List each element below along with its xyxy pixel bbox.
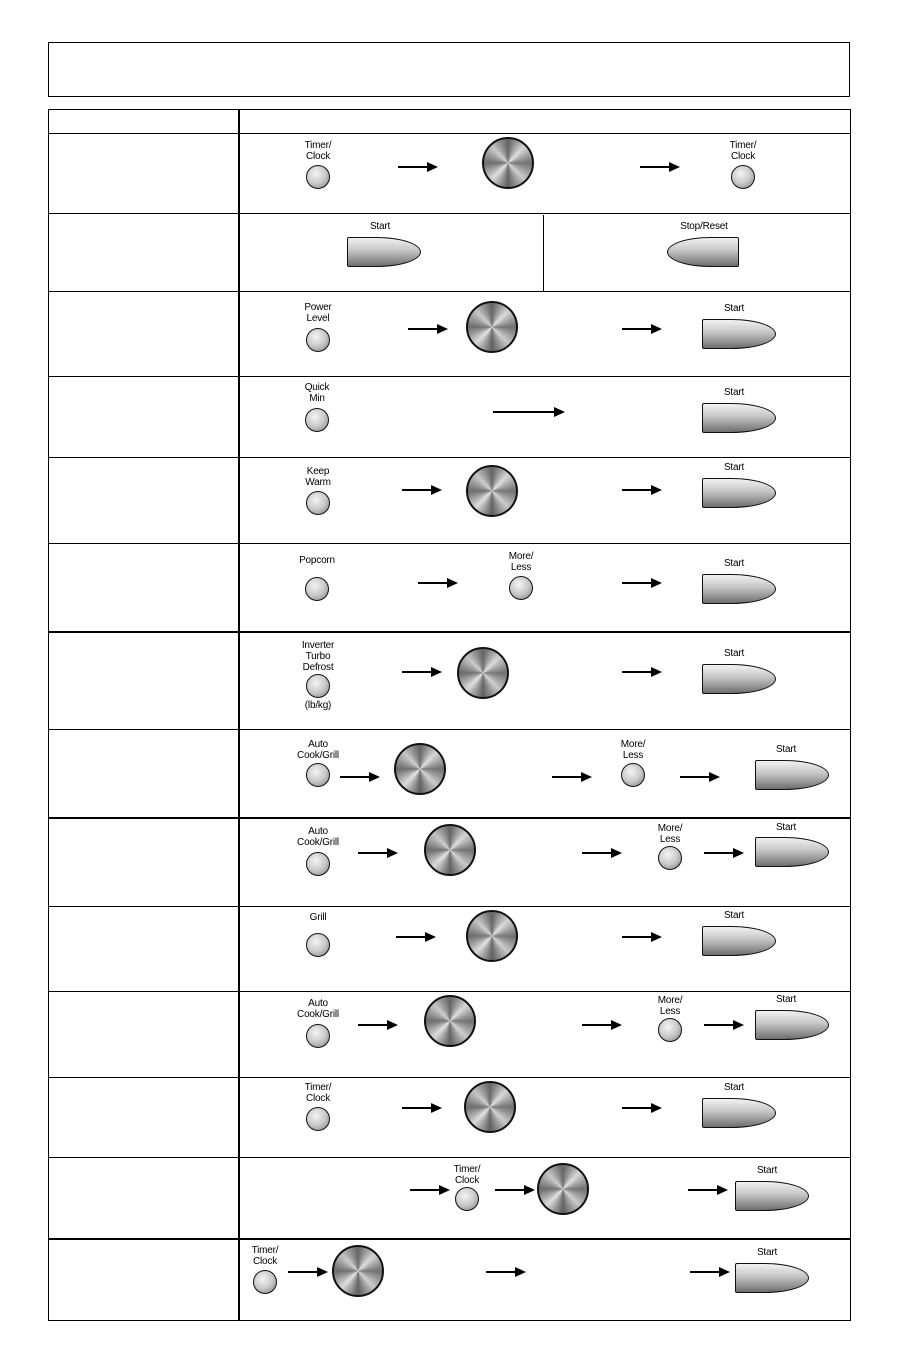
- arrow: [396, 932, 436, 942]
- arrow: [495, 1185, 535, 1195]
- timer-clock-button[interactable]: [306, 165, 330, 189]
- start-label: Start: [723, 1082, 745, 1093]
- arrow-shaft: [358, 852, 388, 854]
- arrow-shaft: [396, 936, 426, 938]
- arrow: [410, 1185, 450, 1195]
- more-less-label: More/ Less: [508, 551, 534, 573]
- arrow-shaft: [622, 328, 652, 330]
- arrow: [288, 1267, 328, 1277]
- arrow-shaft: [493, 411, 555, 413]
- more-less-button[interactable]: [509, 576, 533, 600]
- start-stop-split: [543, 215, 544, 291]
- row-label-4: [52, 377, 234, 457]
- arrow: [486, 1267, 526, 1277]
- arrow-head: [431, 485, 442, 495]
- arrow-head: [431, 1103, 442, 1113]
- stop-reset-label: Stop/Reset: [680, 221, 728, 232]
- dial-knob[interactable]: [466, 910, 518, 962]
- timer-clock-button[interactable]: [253, 1270, 277, 1294]
- arrow: [622, 667, 662, 677]
- row-label-3: [52, 292, 234, 376]
- quick-min-label: Quick Min: [304, 382, 330, 404]
- more-less-label: More/ Less: [657, 823, 683, 845]
- arrow: [398, 162, 438, 172]
- arrow-shaft: [582, 1024, 612, 1026]
- row-label-12: [52, 1078, 234, 1157]
- row-label-13: [52, 1158, 234, 1238]
- arrow: [402, 667, 442, 677]
- more-less-button[interactable]: [621, 763, 645, 787]
- row-label-5: [52, 458, 234, 543]
- dial-knob[interactable]: [537, 1163, 589, 1215]
- arrow-shaft: [340, 776, 370, 778]
- auto-cook-grill-label: Auto Cook/Grill: [297, 826, 339, 848]
- start-label: Start: [369, 221, 391, 232]
- arrow-head: [651, 324, 662, 334]
- dial-knob[interactable]: [466, 465, 518, 517]
- keep-warm-button[interactable]: [306, 491, 330, 515]
- row-label-1: [52, 134, 234, 213]
- start-label: Start: [723, 303, 745, 314]
- power-level-button[interactable]: [306, 328, 330, 352]
- arrow: [690, 1267, 730, 1277]
- popcorn-label: Popcorn: [299, 555, 335, 566]
- arrow-shaft: [358, 1024, 388, 1026]
- arrow-shaft: [640, 166, 670, 168]
- arrow-shaft: [552, 776, 582, 778]
- dial-knob[interactable]: [466, 301, 518, 353]
- timer-clock-button[interactable]: [455, 1187, 479, 1211]
- start-label: Start: [723, 462, 745, 473]
- timer-clock-button[interactable]: [306, 1107, 330, 1131]
- arrow-head: [427, 162, 438, 172]
- arrow-shaft: [622, 582, 652, 584]
- dial-knob[interactable]: [464, 1081, 516, 1133]
- arrow-head: [669, 162, 680, 172]
- arrow-head: [387, 848, 398, 858]
- arrow-head: [709, 772, 720, 782]
- more-less-label: More/ Less: [657, 995, 683, 1017]
- dial-knob[interactable]: [424, 995, 476, 1047]
- row-label-2: [52, 214, 234, 291]
- arrow-head: [524, 1185, 535, 1195]
- start-label: Start: [775, 744, 797, 755]
- arrow-head: [651, 932, 662, 942]
- dial-knob[interactable]: [424, 824, 476, 876]
- arrow-head: [317, 1267, 328, 1277]
- arrow-head: [369, 772, 380, 782]
- arrow: [622, 932, 662, 942]
- auto-cook-grill-button[interactable]: [306, 763, 330, 787]
- arrow: [582, 1020, 622, 1030]
- arrow-shaft: [402, 489, 432, 491]
- inverter-turbo-defrost-button[interactable]: [306, 674, 330, 698]
- arrow: [622, 485, 662, 495]
- quick-min-button[interactable]: [305, 408, 329, 432]
- arrow-shaft: [402, 671, 432, 673]
- popcorn-button[interactable]: [305, 577, 329, 601]
- timer-clock-label: Timer/ Clock: [251, 1245, 279, 1267]
- column-header-feature: [48, 109, 238, 134]
- arrow-shaft: [486, 1271, 516, 1273]
- arrow-head: [425, 932, 436, 942]
- start-label: Start: [756, 1165, 778, 1176]
- arrow-shaft: [582, 852, 612, 854]
- arrow-head: [719, 1267, 730, 1277]
- dial-knob[interactable]: [394, 743, 446, 795]
- start-label: Start: [775, 822, 797, 833]
- arrow-shaft: [688, 1189, 718, 1191]
- timer-clock-label: Timer/ Clock: [729, 140, 757, 162]
- arrow: [552, 772, 592, 782]
- arrow-shaft: [704, 852, 734, 854]
- arrow: [622, 324, 662, 334]
- arrow-shaft: [398, 166, 428, 168]
- lb-kg-label: (lb/kg): [304, 700, 332, 711]
- arrow: [640, 162, 680, 172]
- arrow-head: [611, 848, 622, 858]
- more-less-button[interactable]: [658, 846, 682, 870]
- arrow: [680, 772, 720, 782]
- arrow-head: [651, 667, 662, 677]
- arrow-head: [733, 1020, 744, 1030]
- arrow-head: [611, 1020, 622, 1030]
- arrow-shaft: [622, 1107, 652, 1109]
- arrow-shaft: [622, 489, 652, 491]
- arrow-head: [431, 667, 442, 677]
- title-box: [48, 42, 850, 97]
- dial-knob[interactable]: [482, 137, 534, 189]
- start-label: Start: [723, 558, 745, 569]
- arrow: [408, 324, 448, 334]
- dial-knob[interactable]: [457, 647, 509, 699]
- start-label: Start: [723, 648, 745, 659]
- arrow-head: [717, 1185, 728, 1195]
- row-label-10: [52, 907, 234, 991]
- arrow: [688, 1185, 728, 1195]
- arrow-shaft: [408, 328, 438, 330]
- arrow-shaft: [622, 936, 652, 938]
- auto-cook-grill-label: Auto Cook/Grill: [297, 998, 339, 1020]
- arrow: [582, 848, 622, 858]
- arrow-head: [515, 1267, 526, 1277]
- grill-label: Grill: [309, 912, 327, 923]
- arrow-shaft: [680, 776, 710, 778]
- arrow: [402, 485, 442, 495]
- timer-clock-label: Timer/ Clock: [304, 140, 332, 162]
- auto-cook-grill-label: Auto Cook/Grill: [297, 739, 339, 761]
- arrow-head: [387, 1020, 398, 1030]
- power-level-label: Power Level: [304, 302, 332, 324]
- arrow: [622, 1103, 662, 1113]
- arrow-shaft: [410, 1189, 440, 1191]
- arrow: [704, 1020, 744, 1030]
- start-label: Start: [756, 1247, 778, 1258]
- arrow-head: [554, 407, 565, 417]
- arrow-head: [447, 578, 458, 588]
- arrow-head: [651, 485, 662, 495]
- arrow: [402, 1103, 442, 1113]
- arrow: [340, 772, 380, 782]
- dial-knob[interactable]: [332, 1245, 384, 1297]
- row-label-7: [52, 633, 234, 729]
- arrow: [418, 578, 458, 588]
- timer-clock-button[interactable]: [731, 165, 755, 189]
- arrow-shaft: [690, 1271, 720, 1273]
- arrow-shaft: [402, 1107, 432, 1109]
- start-label: Start: [723, 910, 745, 921]
- arrow-shaft: [288, 1271, 318, 1273]
- start-label: Start: [723, 387, 745, 398]
- arrow: [493, 407, 565, 417]
- auto-cook-grill-button[interactable]: [306, 852, 330, 876]
- row-label-9: [52, 819, 234, 906]
- keep-warm-label: Keep Warm: [305, 466, 331, 488]
- row-label-11: [52, 992, 234, 1077]
- grill-button[interactable]: [306, 933, 330, 957]
- arrow: [704, 848, 744, 858]
- inverter-turbo-defrost-label: Inverter Turbo Defrost: [301, 640, 335, 673]
- arrow-shaft: [418, 582, 448, 584]
- row-label-14: [52, 1240, 234, 1320]
- arrow-head: [439, 1185, 450, 1195]
- arrow-shaft: [704, 1024, 734, 1026]
- timer-clock-label: Timer/ Clock: [453, 1164, 481, 1186]
- arrow-head: [651, 578, 662, 588]
- arrow-head: [733, 848, 744, 858]
- column-header-steps: [240, 109, 851, 134]
- arrow-head: [651, 1103, 662, 1113]
- arrow-head: [581, 772, 592, 782]
- more-less-label: More/ Less: [620, 739, 646, 761]
- auto-cook-grill-button[interactable]: [306, 1024, 330, 1048]
- arrow: [358, 848, 398, 858]
- row-label-6: [52, 544, 234, 631]
- row-label-8: [52, 730, 234, 817]
- arrow-shaft: [622, 671, 652, 673]
- start-label: Start: [775, 994, 797, 1005]
- arrow: [358, 1020, 398, 1030]
- arrow-shaft: [495, 1189, 525, 1191]
- arrow-head: [437, 324, 448, 334]
- timer-clock-label: Timer/ Clock: [304, 1082, 332, 1104]
- more-less-button[interactable]: [658, 1018, 682, 1042]
- arrow: [622, 578, 662, 588]
